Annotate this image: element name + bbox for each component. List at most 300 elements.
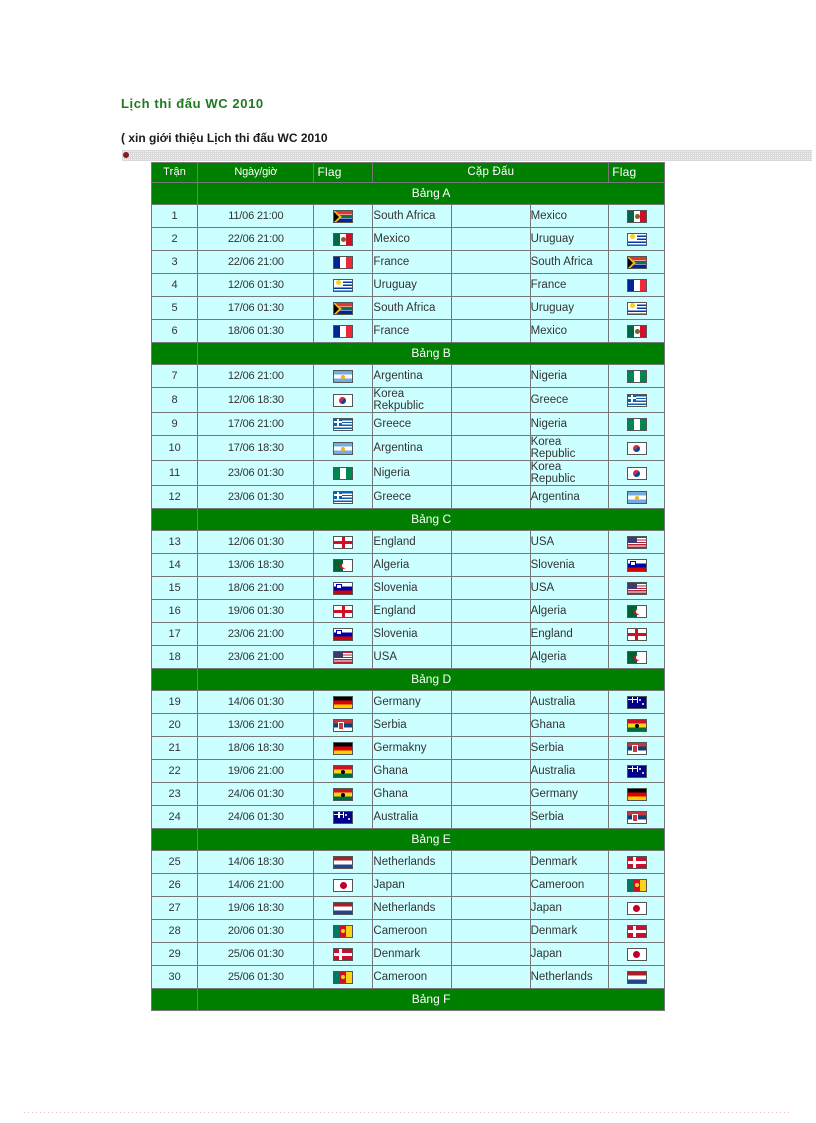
- flag-serbia-icon: [627, 742, 647, 755]
- table-row[interactable]: [152, 600, 665, 623]
- cell-team-away: France: [530, 274, 609, 297]
- cell-match-no: 10: [152, 436, 198, 461]
- group-label: Bảng E: [198, 829, 665, 851]
- cell-score-placeholder: [452, 806, 531, 829]
- table-row[interactable]: [152, 365, 665, 388]
- cell-datetime: 24/06 01:30: [198, 783, 314, 806]
- cell-flag-home: [314, 966, 373, 989]
- flag-greece-icon: [333, 491, 353, 504]
- table-row[interactable]: [152, 714, 665, 737]
- flag-ghana-icon: [333, 765, 353, 778]
- flag-argentina-icon: [333, 370, 353, 383]
- cell-team-home: Greece: [373, 413, 452, 436]
- cell-match-no: 4: [152, 274, 198, 297]
- cell-score-placeholder: [452, 486, 531, 509]
- flag-netherlands-icon: [333, 902, 353, 915]
- cell-match-no: 3: [152, 251, 198, 274]
- group-row-spacer: [152, 183, 198, 205]
- cell-team-home: South Africa: [373, 297, 452, 320]
- cell-datetime: 23/06 01:30: [198, 461, 314, 486]
- flag-cameroon-icon: [627, 879, 647, 892]
- cell-flag-away: [609, 205, 665, 228]
- cell-team-home: France: [373, 251, 452, 274]
- flag-korea-republic-icon: [627, 442, 647, 455]
- flag-denmark-icon: [333, 948, 353, 961]
- cell-flag-away: [609, 874, 665, 897]
- cell-match-no: 23: [152, 783, 198, 806]
- cell-team-home: Germany: [373, 691, 452, 714]
- cell-flag-away: [609, 413, 665, 436]
- cell-flag-away: [609, 531, 665, 554]
- cell-flag-away: [609, 760, 665, 783]
- table-row[interactable]: [152, 297, 665, 320]
- cell-flag-away: [609, 851, 665, 874]
- table-row[interactable]: [152, 436, 665, 461]
- cell-flag-away: [609, 691, 665, 714]
- group-header-row: [152, 183, 665, 205]
- cell-flag-home: [314, 365, 373, 388]
- cell-match-no: 20: [152, 714, 198, 737]
- flag-cameroon-icon: [333, 925, 353, 938]
- table-row[interactable]: [152, 486, 665, 509]
- cell-score-placeholder: [452, 365, 531, 388]
- cell-team-away: USA: [530, 577, 609, 600]
- cell-score-placeholder: [452, 388, 531, 413]
- cell-team-away: Serbia: [530, 737, 609, 760]
- cell-flag-away: [609, 943, 665, 966]
- cell-flag-home: [314, 874, 373, 897]
- flag-korea-republic-icon: [333, 394, 353, 407]
- cell-match-no: 1: [152, 205, 198, 228]
- flag-france-icon: [333, 256, 353, 269]
- column-header-flag-left: Flag: [314, 163, 373, 183]
- table-row[interactable]: [152, 461, 665, 486]
- cell-flag-away: [609, 737, 665, 760]
- cell-flag-home: [314, 760, 373, 783]
- cell-flag-home: [314, 320, 373, 343]
- flag-usa-icon: [627, 582, 647, 595]
- flag-australia-icon: [333, 811, 353, 824]
- cell-team-home: Ghana: [373, 760, 452, 783]
- cell-team-home: South Africa: [373, 205, 452, 228]
- flag-algeria-icon: [333, 559, 353, 572]
- cell-score-placeholder: [452, 646, 531, 669]
- group-header-row: [152, 669, 665, 691]
- flag-mexico-icon: [627, 325, 647, 338]
- cell-datetime: 25/06 01:30: [198, 966, 314, 989]
- cell-datetime: 14/06 18:30: [198, 851, 314, 874]
- cell-match-no: 15: [152, 577, 198, 600]
- cell-flag-home: [314, 251, 373, 274]
- cell-score-placeholder: [452, 920, 531, 943]
- cell-match-no: 29: [152, 943, 198, 966]
- table-row[interactable]: [152, 806, 665, 829]
- cell-flag-home: [314, 897, 373, 920]
- cell-team-away: Germany: [530, 783, 609, 806]
- cell-team-home: England: [373, 600, 452, 623]
- cell-team-away: Korea Republic: [530, 461, 609, 486]
- group-header-row: [152, 343, 665, 365]
- cell-score-placeholder: [452, 966, 531, 989]
- flag-japan-icon: [627, 902, 647, 915]
- cell-match-no: 22: [152, 760, 198, 783]
- table-row[interactable]: [152, 646, 665, 669]
- cell-datetime: 12/06 21:00: [198, 365, 314, 388]
- cell-flag-home: [314, 205, 373, 228]
- cell-flag-away: [609, 228, 665, 251]
- page-title: Lịch thi đấu WC 2010: [121, 96, 264, 111]
- cell-team-away: Nigeria: [530, 365, 609, 388]
- cell-match-no: 16: [152, 600, 198, 623]
- cell-team-home: Netherlands: [373, 897, 452, 920]
- flag-france-icon: [627, 279, 647, 292]
- cell-flag-away: [609, 920, 665, 943]
- cell-team-home: Mexico: [373, 228, 452, 251]
- cell-team-home: Serbia: [373, 714, 452, 737]
- cell-team-away: Korea Republic: [530, 436, 609, 461]
- cell-team-away: USA: [530, 531, 609, 554]
- table-row[interactable]: [152, 623, 665, 646]
- flag-nigeria-icon: [333, 467, 353, 480]
- cell-team-away: South Africa: [530, 251, 609, 274]
- cell-flag-home: [314, 623, 373, 646]
- flag-germany-icon: [333, 696, 353, 709]
- cell-team-away: Netherlands: [530, 966, 609, 989]
- group-label: Bảng A: [198, 183, 665, 205]
- table-row[interactable]: [152, 554, 665, 577]
- cell-team-away: Mexico: [530, 320, 609, 343]
- cell-team-away: Australia: [530, 691, 609, 714]
- cell-flag-away: [609, 251, 665, 274]
- page-subtitle: ( xin giới thiệu Lịch thi đấu WC 2010: [121, 131, 328, 145]
- flag-slovenia-icon: [627, 559, 647, 572]
- cell-score-placeholder: [452, 297, 531, 320]
- flag-usa-icon: [333, 651, 353, 664]
- flag-slovenia-icon: [333, 582, 353, 595]
- cell-score-placeholder: [452, 228, 531, 251]
- cell-flag-away: [609, 600, 665, 623]
- table-row[interactable]: [152, 783, 665, 806]
- cell-team-away: England: [530, 623, 609, 646]
- cell-match-no: 11: [152, 461, 198, 486]
- group-header-row: [152, 989, 665, 1011]
- cell-datetime: 17/06 01:30: [198, 297, 314, 320]
- flag-denmark-icon: [627, 925, 647, 938]
- table-row[interactable]: [152, 760, 665, 783]
- table-row[interactable]: [152, 920, 665, 943]
- cell-team-away: Greece: [530, 388, 609, 413]
- column-header-pair: Cặp Đấu: [373, 163, 609, 183]
- cell-team-away: Algeria: [530, 600, 609, 623]
- cell-match-no: 25: [152, 851, 198, 874]
- cell-flag-away: [609, 461, 665, 486]
- bullet-point-icon: [123, 152, 129, 158]
- cell-match-no: 7: [152, 365, 198, 388]
- group-label: Bảng D: [198, 669, 665, 691]
- cell-flag-away: [609, 297, 665, 320]
- table-row[interactable]: [152, 691, 665, 714]
- flag-south-africa-icon: [333, 302, 353, 315]
- table-row[interactable]: [152, 966, 665, 989]
- flag-mexico-icon: [333, 233, 353, 246]
- cell-flag-away: [609, 783, 665, 806]
- cell-match-no: 21: [152, 737, 198, 760]
- cell-flag-away: [609, 436, 665, 461]
- table-row[interactable]: [152, 577, 665, 600]
- cell-score-placeholder: [452, 274, 531, 297]
- cell-flag-home: [314, 806, 373, 829]
- cell-match-no: 24: [152, 806, 198, 829]
- table-row[interactable]: [152, 737, 665, 760]
- cell-flag-home: [314, 851, 373, 874]
- cell-match-no: 2: [152, 228, 198, 251]
- cell-flag-away: [609, 897, 665, 920]
- cell-team-home: Denmark: [373, 943, 452, 966]
- column-header-datetime: Ngày/giờ: [198, 163, 314, 183]
- cell-team-home: Cameroon: [373, 920, 452, 943]
- hatched-divider: [122, 150, 812, 161]
- cell-score-placeholder: [452, 436, 531, 461]
- flag-uruguay-icon: [333, 279, 353, 292]
- cell-team-home: Japan: [373, 874, 452, 897]
- cell-flag-away: [609, 274, 665, 297]
- group-label: Bảng C: [198, 509, 665, 531]
- cell-match-no: 28: [152, 920, 198, 943]
- cell-datetime: 17/06 18:30: [198, 436, 314, 461]
- cell-score-placeholder: [452, 461, 531, 486]
- cell-datetime: 11/06 21:00: [198, 205, 314, 228]
- cell-match-no: 27: [152, 897, 198, 920]
- group-row-spacer: [152, 989, 198, 1011]
- cell-datetime: 18/06 01:30: [198, 320, 314, 343]
- table-row[interactable]: [152, 274, 665, 297]
- cell-datetime: 18/06 18:30: [198, 737, 314, 760]
- cell-datetime: 13/06 18:30: [198, 554, 314, 577]
- column-header-flag-right: Flag: [609, 163, 665, 183]
- flag-usa-icon: [627, 536, 647, 549]
- cell-team-away: Japan: [530, 897, 609, 920]
- table-row[interactable]: [152, 228, 665, 251]
- flag-germany-icon: [627, 788, 647, 801]
- cell-datetime: 22/06 21:00: [198, 228, 314, 251]
- cell-score-placeholder: [452, 691, 531, 714]
- table-row[interactable]: [152, 943, 665, 966]
- cell-match-no: 18: [152, 646, 198, 669]
- flag-algeria-icon: [627, 605, 647, 618]
- cell-team-home: Algeria: [373, 554, 452, 577]
- flag-england-icon: [333, 536, 353, 549]
- cell-datetime: 12/06 01:30: [198, 531, 314, 554]
- cell-flag-away: [609, 714, 665, 737]
- cell-score-placeholder: [452, 623, 531, 646]
- cell-flag-home: [314, 461, 373, 486]
- cell-team-home: Uruguay: [373, 274, 452, 297]
- cell-team-home: Slovenia: [373, 577, 452, 600]
- table-header-row: [152, 163, 665, 183]
- table-row[interactable]: [152, 413, 665, 436]
- group-row-spacer: [152, 829, 198, 851]
- cell-team-away: Serbia: [530, 806, 609, 829]
- cell-datetime: 14/06 21:00: [198, 874, 314, 897]
- cell-score-placeholder: [452, 413, 531, 436]
- cell-match-no: 30: [152, 966, 198, 989]
- cell-score-placeholder: [452, 737, 531, 760]
- cell-score-placeholder: [452, 897, 531, 920]
- cell-match-no: 9: [152, 413, 198, 436]
- flag-korea-republic-icon: [627, 467, 647, 480]
- cell-datetime: 22/06 21:00: [198, 251, 314, 274]
- group-header-row: [152, 829, 665, 851]
- cell-flag-home: [314, 413, 373, 436]
- group-row-spacer: [152, 509, 198, 531]
- cell-team-home: Nigeria: [373, 461, 452, 486]
- table-row[interactable]: [152, 388, 665, 413]
- cell-datetime: 20/06 01:30: [198, 920, 314, 943]
- cell-datetime: 12/06 18:30: [198, 388, 314, 413]
- group-header-row: [152, 509, 665, 531]
- cell-team-home: France: [373, 320, 452, 343]
- cell-flag-away: [609, 388, 665, 413]
- cell-datetime: 19/06 01:30: [198, 600, 314, 623]
- cell-team-away: Cameroon: [530, 874, 609, 897]
- flag-argentina-icon: [333, 442, 353, 455]
- cell-datetime: 12/06 01:30: [198, 274, 314, 297]
- cell-flag-home: [314, 531, 373, 554]
- cell-score-placeholder: [452, 943, 531, 966]
- table-row[interactable]: [152, 320, 665, 343]
- table-row[interactable]: [152, 851, 665, 874]
- cell-datetime: 19/06 21:00: [198, 760, 314, 783]
- cell-datetime: 25/06 01:30: [198, 943, 314, 966]
- cell-match-no: 13: [152, 531, 198, 554]
- flag-nigeria-icon: [627, 418, 647, 431]
- flag-cameroon-icon: [333, 971, 353, 984]
- table-row[interactable]: [152, 897, 665, 920]
- cell-team-away: Australia: [530, 760, 609, 783]
- cell-team-home: Argentina: [373, 436, 452, 461]
- cell-team-home: Netherlands: [373, 851, 452, 874]
- flag-algeria-icon: [627, 651, 647, 664]
- cell-match-no: 12: [152, 486, 198, 509]
- flag-south-africa-icon: [333, 210, 353, 223]
- cell-score-placeholder: [452, 874, 531, 897]
- flag-slovenia-icon: [333, 628, 353, 641]
- flag-england-icon: [627, 628, 647, 641]
- cell-score-placeholder: [452, 851, 531, 874]
- cell-datetime: 19/06 18:30: [198, 897, 314, 920]
- cell-match-no: 8: [152, 388, 198, 413]
- cell-datetime: 18/06 21:00: [198, 577, 314, 600]
- cell-match-no: 17: [152, 623, 198, 646]
- cell-flag-home: [314, 388, 373, 413]
- cell-team-away: Japan: [530, 943, 609, 966]
- cell-match-no: 5: [152, 297, 198, 320]
- group-label: Bảng F: [198, 989, 665, 1011]
- cell-team-away: Slovenia: [530, 554, 609, 577]
- footer-divider: [24, 1112, 792, 1113]
- cell-match-no: 6: [152, 320, 198, 343]
- cell-flag-home: [314, 297, 373, 320]
- cell-flag-home: [314, 600, 373, 623]
- cell-score-placeholder: [452, 320, 531, 343]
- cell-team-away: Denmark: [530, 920, 609, 943]
- cell-team-home: Cameroon: [373, 966, 452, 989]
- flag-netherlands-icon: [333, 856, 353, 869]
- flag-uruguay-icon: [627, 233, 647, 246]
- cell-datetime: 23/06 21:00: [198, 646, 314, 669]
- group-label: Bảng B: [198, 343, 665, 365]
- flag-australia-icon: [627, 696, 647, 709]
- cell-score-placeholder: [452, 531, 531, 554]
- cell-score-placeholder: [452, 205, 531, 228]
- flag-denmark-icon: [627, 856, 647, 869]
- flag-england-icon: [333, 605, 353, 618]
- cell-flag-away: [609, 806, 665, 829]
- flag-serbia-icon: [333, 719, 353, 732]
- flag-nigeria-icon: [627, 370, 647, 383]
- cell-datetime: 14/06 01:30: [198, 691, 314, 714]
- group-row-spacer: [152, 669, 198, 691]
- match-schedule-table: [151, 162, 665, 1011]
- table-row[interactable]: [152, 251, 665, 274]
- table-row[interactable]: [152, 205, 665, 228]
- flag-ghana-icon: [333, 788, 353, 801]
- cell-team-away: Algeria: [530, 646, 609, 669]
- cell-score-placeholder: [452, 577, 531, 600]
- cell-flag-away: [609, 486, 665, 509]
- cell-flag-home: [314, 714, 373, 737]
- cell-team-away: Mexico: [530, 205, 609, 228]
- cell-flag-home: [314, 920, 373, 943]
- flag-netherlands-icon: [627, 971, 647, 984]
- cell-match-no: 26: [152, 874, 198, 897]
- flag-ghana-icon: [627, 719, 647, 732]
- cell-flag-away: [609, 966, 665, 989]
- cell-team-home: Argentina: [373, 365, 452, 388]
- flag-greece-icon: [333, 418, 353, 431]
- cell-score-placeholder: [452, 714, 531, 737]
- table-row[interactable]: [152, 531, 665, 554]
- cell-score-placeholder: [452, 251, 531, 274]
- flag-japan-icon: [627, 948, 647, 961]
- flag-australia-icon: [627, 765, 647, 778]
- cell-match-no: 14: [152, 554, 198, 577]
- cell-team-away: Ghana: [530, 714, 609, 737]
- cell-score-placeholder: [452, 554, 531, 577]
- cell-datetime: 17/06 21:00: [198, 413, 314, 436]
- cell-flag-home: [314, 274, 373, 297]
- cell-team-home: Korea Rekpublic: [373, 388, 452, 413]
- cell-team-home: Germakny: [373, 737, 452, 760]
- cell-flag-home: [314, 943, 373, 966]
- cell-datetime: 23/06 01:30: [198, 486, 314, 509]
- flag-south-africa-icon: [627, 256, 647, 269]
- table-row[interactable]: [152, 874, 665, 897]
- cell-datetime: 13/06 21:00: [198, 714, 314, 737]
- flag-germany-icon: [333, 742, 353, 755]
- cell-flag-home: [314, 554, 373, 577]
- cell-datetime: 24/06 01:30: [198, 806, 314, 829]
- flag-mexico-icon: [627, 210, 647, 223]
- cell-score-placeholder: [452, 600, 531, 623]
- column-header-match-no: Trận: [152, 163, 198, 183]
- cell-team-home: Greece: [373, 486, 452, 509]
- group-row-spacer: [152, 343, 198, 365]
- flag-serbia-icon: [627, 811, 647, 824]
- cell-team-away: Denmark: [530, 851, 609, 874]
- cell-match-no: 19: [152, 691, 198, 714]
- cell-team-away: Argentina: [530, 486, 609, 509]
